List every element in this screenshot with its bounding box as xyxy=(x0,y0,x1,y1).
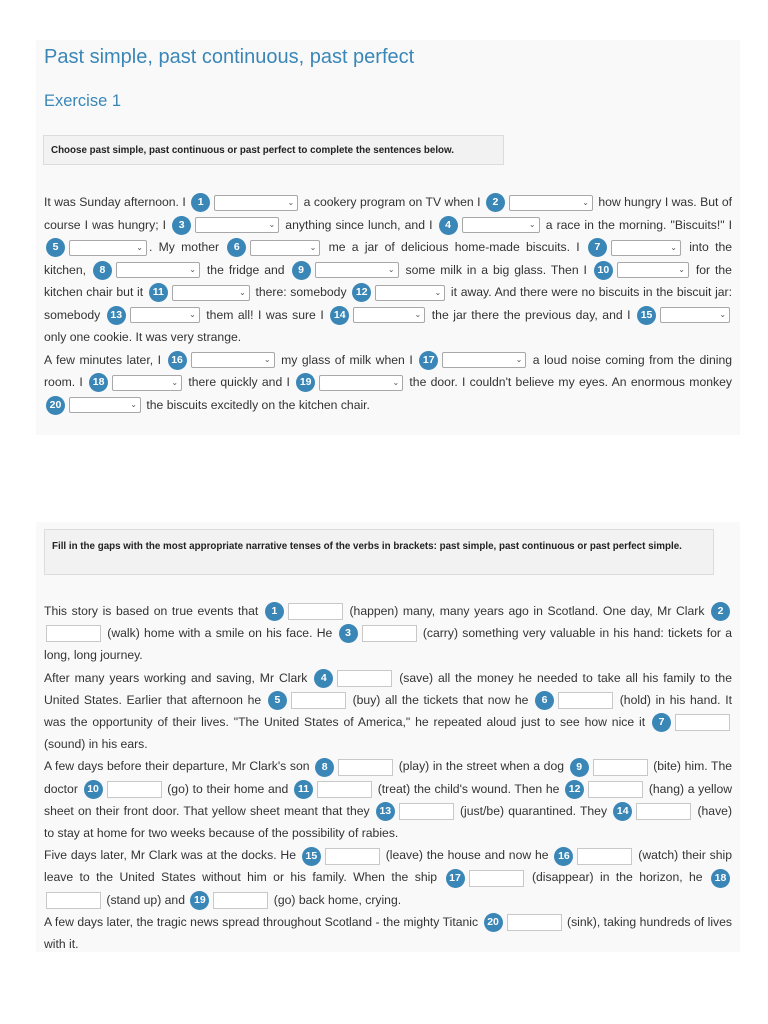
gap-number-badge: 11 xyxy=(294,780,313,799)
text-segment: A few days later, the tragic news spread throughout Scotland - the mighty Titanic xyxy=(44,914,479,929)
gap-number-badge: 9 xyxy=(292,261,311,280)
gap-dropdown-12[interactable] xyxy=(375,285,445,301)
text-segment: the biscuits excitedly on the kitchen chair. xyxy=(146,397,370,412)
text-segment: (stand up) and xyxy=(106,892,185,907)
text-segment: there quickly and I xyxy=(188,375,290,389)
gap-number-badge: 7 xyxy=(588,238,607,257)
gap-dropdown-3[interactable] xyxy=(195,217,279,233)
gap-input-7[interactable] xyxy=(675,714,730,731)
text-segment: (save) all the money he needed to take all his family to the United States. Earlier that afternoon he xyxy=(44,670,732,707)
text-segment: how hungry I was. But of course I was hungry; I xyxy=(44,195,733,232)
text-segment: anything since lunch, and I xyxy=(285,217,433,232)
text-segment: the jar there the previous day, and I xyxy=(431,307,631,322)
gap-dropdown-18[interactable] xyxy=(112,375,182,391)
gap-number-badge: 7 xyxy=(652,713,671,732)
gap-number-badge: 3 xyxy=(339,624,358,643)
gap-number-badge: 8 xyxy=(93,261,112,280)
exercise2-text xyxy=(44,600,732,955)
gap-dropdown-17[interactable] xyxy=(442,352,526,368)
text-segment: A few minutes later, I xyxy=(44,352,161,367)
text-segment: (hang) a yellow sheet on their front door. That yellow sheet meant that they xyxy=(44,781,733,818)
gap-number-badge: 5 xyxy=(268,691,287,710)
chevron-down-icon: ⌄ xyxy=(287,197,295,207)
text-segment: (treat) the child's wound. Then he xyxy=(377,781,560,796)
gap-dropdown-6[interactable] xyxy=(250,240,320,256)
chevron-down-icon: ⌄ xyxy=(136,242,143,252)
text-segment: into the kitchen, xyxy=(44,240,733,277)
chevron-down-icon: ⌄ xyxy=(387,265,395,275)
gap-number-badge: 18 xyxy=(711,869,730,888)
text-segment: the door. I couldn't believe my eyes. An enormous monkey xyxy=(409,375,732,389)
gap-input-8[interactable] xyxy=(338,759,393,776)
gap-number-badge: 14 xyxy=(613,802,632,821)
gap-dropdown-11[interactable] xyxy=(172,285,250,301)
gap-number-badge: 1 xyxy=(265,602,284,621)
gap-dropdown-13[interactable] xyxy=(130,307,200,323)
gap-number-badge: 18 xyxy=(89,373,108,392)
gap-number-badge: 4 xyxy=(439,216,458,235)
gap-number-badge: 20 xyxy=(484,913,503,932)
text-segment: (just/be) quarantined. They xyxy=(460,803,608,818)
chevron-down-icon: ⌄ xyxy=(268,220,276,230)
gap-dropdown-20[interactable] xyxy=(69,397,141,413)
text-segment: A few days before their departure, Mr Clark's son xyxy=(44,759,310,774)
gap-number-badge: 15 xyxy=(637,306,656,325)
text-segment: (hold) in his hand. It was the opportunity of their lives. "The United States of America," he repeated aloud just to see how nice it xyxy=(44,692,732,730)
chevron-down-icon: ⌄ xyxy=(719,310,727,320)
text-segment: (carry) something very valuable in his hand: tickets for a long, long journey. xyxy=(44,626,733,663)
text-segment: a cookery program on TV when I xyxy=(303,195,481,209)
text-segment: . My mother xyxy=(149,240,220,254)
chevron-down-icon: ⌄ xyxy=(528,220,536,230)
gap-number-badge: 17 xyxy=(419,351,438,370)
gap-number-badge: 16 xyxy=(554,847,573,866)
gap-number-badge: 17 xyxy=(446,869,465,888)
gap-input-2[interactable] xyxy=(46,625,101,642)
text-segment: a loud noise coming from the dining room. I xyxy=(44,352,733,389)
text-segment: Five days later, Mr Clark was at the docks. He xyxy=(44,848,297,863)
text-segment: my glass of milk when I xyxy=(281,352,413,367)
text-segment: (sink), taking hundreds of lives with it. xyxy=(44,914,732,952)
exercise1-text xyxy=(44,191,732,416)
chevron-down-icon: ⌄ xyxy=(189,265,196,275)
text-segment: (play) in the street when a dog xyxy=(398,759,564,774)
gap-input-11[interactable] xyxy=(317,781,372,798)
text-segment: a race in the morning. "Biscuits!" I xyxy=(545,217,733,232)
chevron-down-icon: ⌄ xyxy=(670,242,677,252)
page-title: Past simple, past continuous, past perfect xyxy=(44,46,415,68)
gap-number-badge: 12 xyxy=(352,283,371,302)
gap-input-10[interactable] xyxy=(107,781,162,798)
gap-number-badge: 5 xyxy=(46,238,65,257)
gap-input-18[interactable] xyxy=(46,892,101,909)
gap-input-9[interactable] xyxy=(593,759,648,776)
gap-number-badge: 4 xyxy=(314,669,333,688)
text-segment: for the kitchen chair but it xyxy=(44,262,732,299)
gap-input-6[interactable] xyxy=(558,692,613,709)
text-segment: it away. And there were no biscuits in the biscuit jar: somebody xyxy=(44,285,733,322)
gap-input-16[interactable] xyxy=(577,848,632,865)
text-segment: (walk) home with a smile on his face. He xyxy=(107,626,333,641)
gap-dropdown-2[interactable] xyxy=(509,195,593,211)
gap-number-badge: 19 xyxy=(296,373,315,392)
text-segment: (sound) in his ears. xyxy=(44,737,148,752)
text-segment: This story is based on true events that xyxy=(44,604,259,618)
gap-number-badge: 11 xyxy=(149,283,168,302)
gap-input-15[interactable] xyxy=(325,848,380,865)
gap-number-badge: 10 xyxy=(84,780,103,799)
text-segment: (bite) him. The doctor xyxy=(44,759,732,796)
gap-number-badge: 9 xyxy=(570,758,589,777)
gap-dropdown-1[interactable] xyxy=(214,195,298,211)
text-segment: (go) back home, crying. xyxy=(273,892,402,907)
gap-input-5[interactable] xyxy=(291,692,346,709)
gap-input-19[interactable] xyxy=(213,892,268,909)
gap-number-badge: 3 xyxy=(172,216,191,235)
gap-input-13[interactable] xyxy=(399,803,454,820)
gap-number-badge: 16 xyxy=(168,351,187,370)
chevron-down-icon: ⌄ xyxy=(414,310,422,320)
text-segment: (leave) the house and now he xyxy=(385,848,549,863)
chevron-down-icon: ⌄ xyxy=(130,400,137,410)
gap-dropdown-9[interactable] xyxy=(315,262,399,278)
gap-input-3[interactable] xyxy=(362,625,417,642)
gap-number-badge: 20 xyxy=(46,396,65,415)
gap-dropdown-8[interactable] xyxy=(116,262,200,278)
chevron-down-icon: ⌄ xyxy=(189,310,196,320)
gap-dropdown-5[interactable] xyxy=(69,240,147,256)
exercise1-instruction: Choose past simple, past continuous or past perfect to complete the sentences below. xyxy=(43,135,504,165)
text-segment: (disappear) in the horizon, he xyxy=(531,870,703,885)
chevron-down-icon: ⌄ xyxy=(582,197,589,207)
text-segment: them all! I was sure I xyxy=(206,307,324,322)
gap-number-badge: 19 xyxy=(190,891,209,910)
exercise1-heading: Exercise 1 xyxy=(44,92,122,110)
chevron-down-icon: ⌄ xyxy=(434,287,442,297)
chevron-down-icon: ⌄ xyxy=(171,377,179,387)
gap-number-badge: 8 xyxy=(315,758,334,777)
gap-input-4[interactable] xyxy=(337,670,392,687)
text-segment: some milk in a big glass. Then I xyxy=(405,262,587,277)
gap-input-20[interactable] xyxy=(507,914,562,931)
gap-number-badge: 10 xyxy=(594,261,613,280)
gap-number-badge: 15 xyxy=(302,847,321,866)
text-segment: the fridge and xyxy=(206,262,285,277)
gap-dropdown-19[interactable] xyxy=(319,375,403,391)
text-segment: (have) to stay at home for two weeks because of the possibility of rabies. xyxy=(44,803,733,841)
text-segment: only one cookie. It was very strange. xyxy=(44,330,242,344)
gap-number-badge: 1 xyxy=(191,193,210,212)
gap-input-1[interactable] xyxy=(288,603,343,620)
text-segment: (go) to their home and xyxy=(167,781,289,796)
gap-number-badge: 12 xyxy=(565,780,584,799)
chevron-down-icon: ⌄ xyxy=(515,355,523,365)
gap-number-badge: 14 xyxy=(330,306,349,325)
chevron-down-icon: ⌄ xyxy=(678,265,685,275)
text-segment: It was Sunday afternoon. I xyxy=(44,195,186,209)
text-segment: (happen) many, many years ago in Scotland. One day, Mr Clark xyxy=(349,604,705,618)
text-segment: me a jar of delicious home-made biscuits. I xyxy=(328,240,580,254)
gap-number-badge: 6 xyxy=(535,691,554,710)
gap-input-14[interactable] xyxy=(636,803,691,820)
gap-dropdown-16[interactable] xyxy=(191,352,275,368)
gap-input-17[interactable] xyxy=(469,870,524,887)
chevron-down-icon: ⌄ xyxy=(392,377,400,387)
gap-dropdown-14[interactable] xyxy=(353,307,425,323)
gap-dropdown-15[interactable] xyxy=(660,307,730,323)
text-segment: there: somebody xyxy=(255,285,347,299)
exercise2-instruction: Fill in the gaps with the most appropriate narrative tenses of the verbs in brackets: past simple, past continuous or past perfect simple. xyxy=(44,529,714,575)
gap-number-badge: 2 xyxy=(486,193,505,212)
text-segment: (buy) all the tickets that now he xyxy=(352,692,529,707)
gap-input-12[interactable] xyxy=(588,781,643,798)
gap-number-badge: 6 xyxy=(227,238,246,257)
gap-dropdown-4[interactable] xyxy=(462,217,540,233)
chevron-down-icon: ⌄ xyxy=(309,242,317,252)
gap-number-badge: 13 xyxy=(107,306,126,325)
chevron-down-icon: ⌄ xyxy=(263,355,271,365)
gap-number-badge: 13 xyxy=(376,802,395,821)
text-segment: After many years working and saving, Mr Clark xyxy=(44,670,308,685)
gap-dropdown-7[interactable] xyxy=(611,240,681,256)
gap-number-badge: 2 xyxy=(711,602,730,621)
text-segment: (watch) their ship leave to the United States without him or his family. When the ship xyxy=(44,848,732,885)
gap-dropdown-10[interactable] xyxy=(617,262,689,278)
chevron-down-icon: ⌄ xyxy=(239,287,246,297)
